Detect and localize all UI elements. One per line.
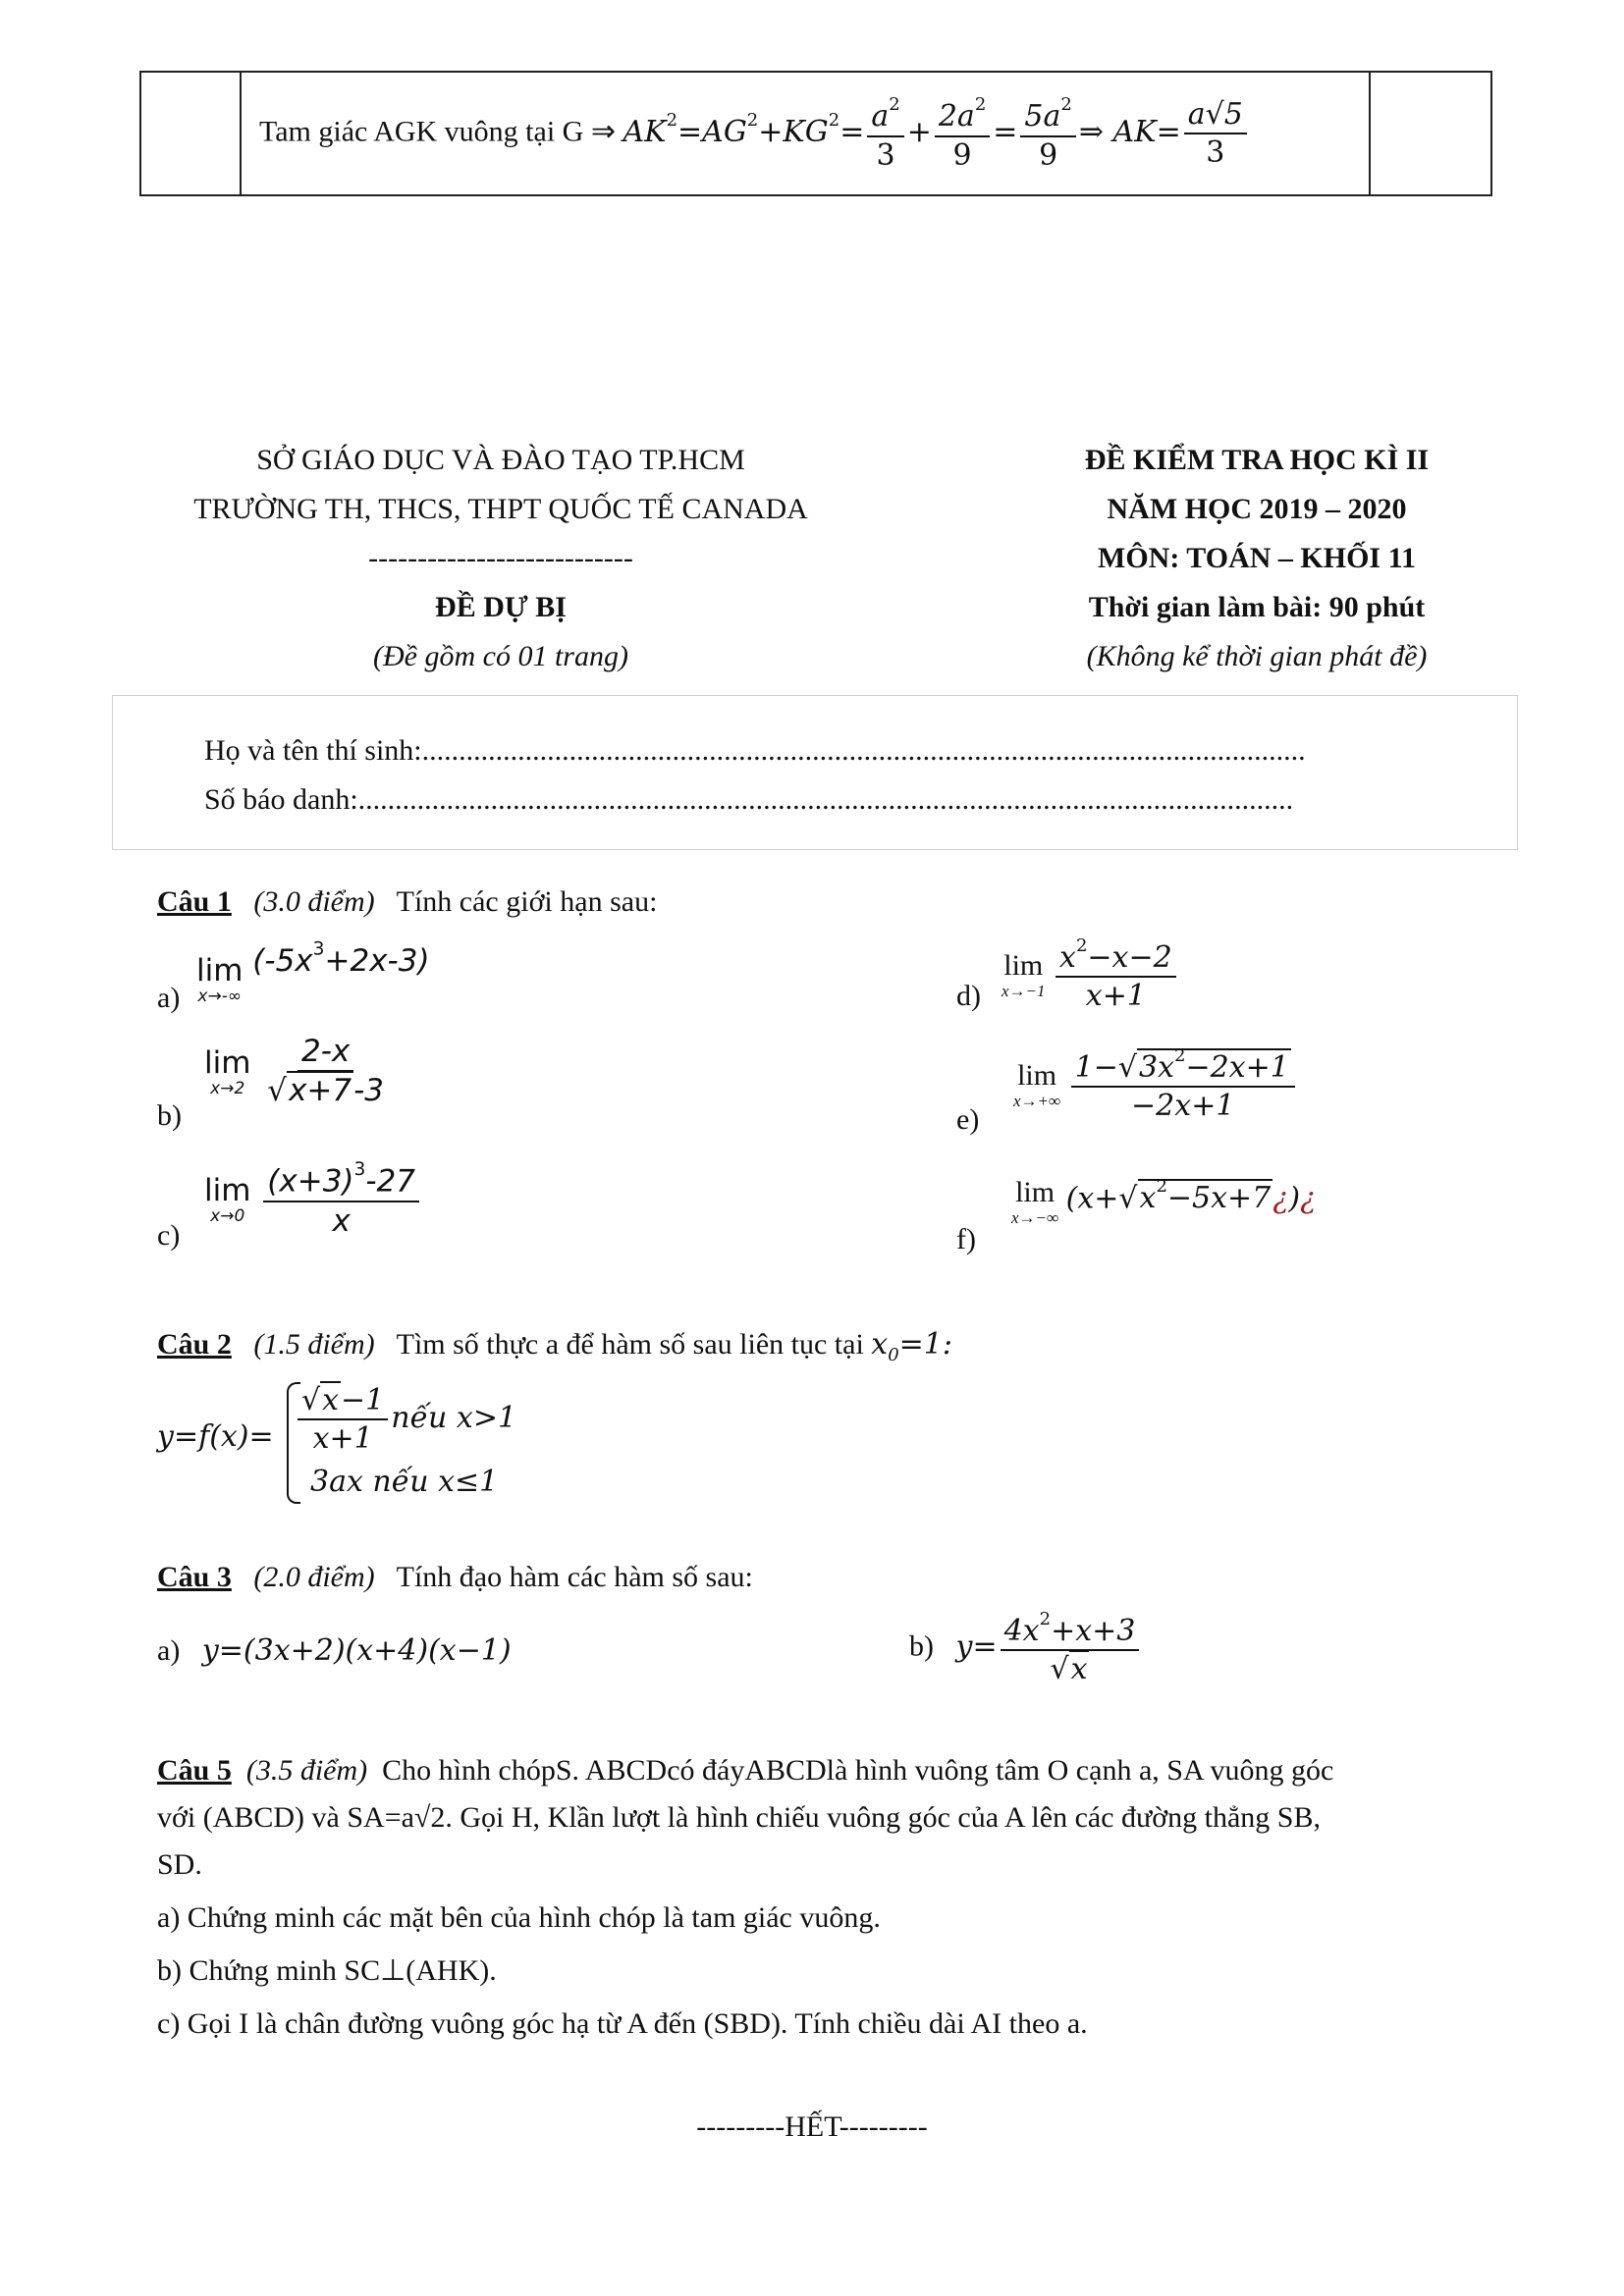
q3b [909,1610,1142,1685]
q3-prompt: Tính đạo hàm các hàm số sau: [396,1561,753,1593]
q1e-expression: lim x→+∞ $\frac{1-√3x^2-2x+1}{-2x+1}$ [1013,1046,1298,1122]
q2-function-lhs: y=f(x)= [157,1419,274,1454]
q5-label: Câu 5 [157,1754,232,1787]
q1b-expression: lim x→2 $\frac{2-x}{√x+7-3}$ [204,1034,385,1109]
department-name: SỞ GIÁO DỤC VÀ ĐÀO TẠO TP.HCM [256,444,745,476]
q1-points: (3.0 điểm) [253,885,375,918]
q3a-expression: y=(3x+2)(x+4)(x−1) [201,1633,512,1668]
candidate-name-dots: ........................................................................................................................ [421,734,1306,767]
q1-label: Câu 1 [157,885,232,918]
q1c-letter: c) [157,1219,181,1252]
q5-part-c: c) Gọi I là chân đường vuông góc hạ từ A đến (SBD). Tính chiều dài AI theo a. [157,2007,1088,2040]
solution-table [139,71,1492,196]
q3b-letter: b) [909,1629,934,1663]
page-count-note: (Đề gồm có 01 trang) [373,640,628,672]
q2-prompt: Tìm số thực a để hàm số sau liên tục tại [396,1328,872,1361]
q1a-expression: lim x→-∞ $(-5x^3+2x-3)$ [196,938,430,1006]
school-name: TRƯỜNG TH, THCS, THPT QUỐC TẾ CANADA [193,493,808,525]
q5-text-1: Cho hình chópS. ABCDcó đáyABCDlà hình vuông tâm O cạnh a, SA vuông góc [382,1754,1334,1787]
q1f-letter: f) [956,1223,976,1255]
q5-text-3: SD. [157,1848,202,1881]
q1b-letter: b) [157,1099,182,1132]
q3-label: Câu 3 [157,1561,232,1593]
duration-note: (Không kể thời gian phát đề) [1086,640,1428,672]
subject-grade: MÔN: TOÁN – KHỐI 11 [1098,542,1416,574]
candidate-id-dots: ............................................................................................................................... [357,783,1294,816]
exam-duration: Thời gian làm bài: 90 phút [1088,591,1426,623]
q1-heading [157,885,657,919]
table-cell-solution [241,72,1370,195]
q5-block [157,1747,1333,2048]
q1f-expression: lim x→−∞ $(x+√x^2-5x+7¿)¿$ [1011,1176,1317,1227]
table-cell-empty-right [1370,72,1491,195]
q5-line-1 [157,1747,1333,1794]
q2-points: (1.5 điểm) [253,1328,375,1361]
header-divider: --------------------------- [368,542,633,574]
q3-points: (2.0 điểm) [253,1561,375,1593]
solution-formula: $AK^2=AG^2+KG^2=$ $\frac{a^2}{3}$ + $\frac{2a^2}{9}$ = $\frac{5a^2}{9}$ ⇒ AK= $\frac{a√5}{3}$ [623,115,1249,149]
q3a [157,1633,512,1668]
end-marker: ---------HẾT--------- [696,2110,928,2143]
q5-part-b: b) Chứng minh SC⊥(AHK). [157,1954,497,1987]
q2-case-1: $\frac{√x-1}{x+1}$ nếu x>1 [295,1384,516,1455]
exam-variant-title: ĐỀ DỰ BỊ [435,591,567,623]
candidate-name-label: Họ và tên thí sinh: [204,734,422,767]
q1a-lim-sub: x→-∞ [197,986,243,1006]
school-year: NĂM HỌC 2019 – 2020 [1107,493,1407,525]
header-right [1001,436,1512,681]
q1a-letter: a) [157,982,181,1014]
table-cell-empty-left [140,72,241,195]
q3b-expression: y= $\frac{4x^2+x+3}{√x}$ [956,1629,1143,1664]
q2-case-2: 3ax nếu x≤1 [310,1465,499,1499]
candidate-id-label: Số báo danh: [204,783,358,816]
q3a-letter: a) [157,1634,181,1667]
solution-text: Tam giác AGK vuông tại G ⇒ [259,116,623,148]
q1d-expression: lim x→−1 $\frac{x^2-x-2}{x+1}$ [1001,936,1179,1012]
q5-part-a: a) Chứng minh các mặt bên của hình chóp là tam giác vuông. [157,1901,881,1934]
q1e-letter: e) [956,1103,980,1136]
candidate-name-line [204,734,1540,768]
q2-heading [157,1327,952,1365]
q5-text-2: với (ABCD) và SA=a√2. Gọi H, Klần lượt là hình chiếu vuông góc của A lên các đường thẳng SB, [157,1801,1321,1834]
q1a-lim: lim [196,952,244,988]
candidate-info-box [112,695,1518,850]
q3-heading [157,1561,753,1594]
q1d-letter: d) [956,980,981,1012]
exam-title: ĐỀ KIỂM TRA HỌC KÌ II [1084,444,1430,476]
q1c-expression: lim x→0 $\frac{(x+3)^3-27}{x}$ [204,1160,422,1238]
q1-prompt: Tính các giới hạn sau: [396,885,658,918]
q2-point: $x_0=1$: [871,1327,952,1365]
header-left [157,436,844,681]
q5-points: (3.5 điểm) [245,1754,368,1787]
candidate-id-line [204,783,1540,817]
q2-label: Câu 2 [157,1328,232,1361]
